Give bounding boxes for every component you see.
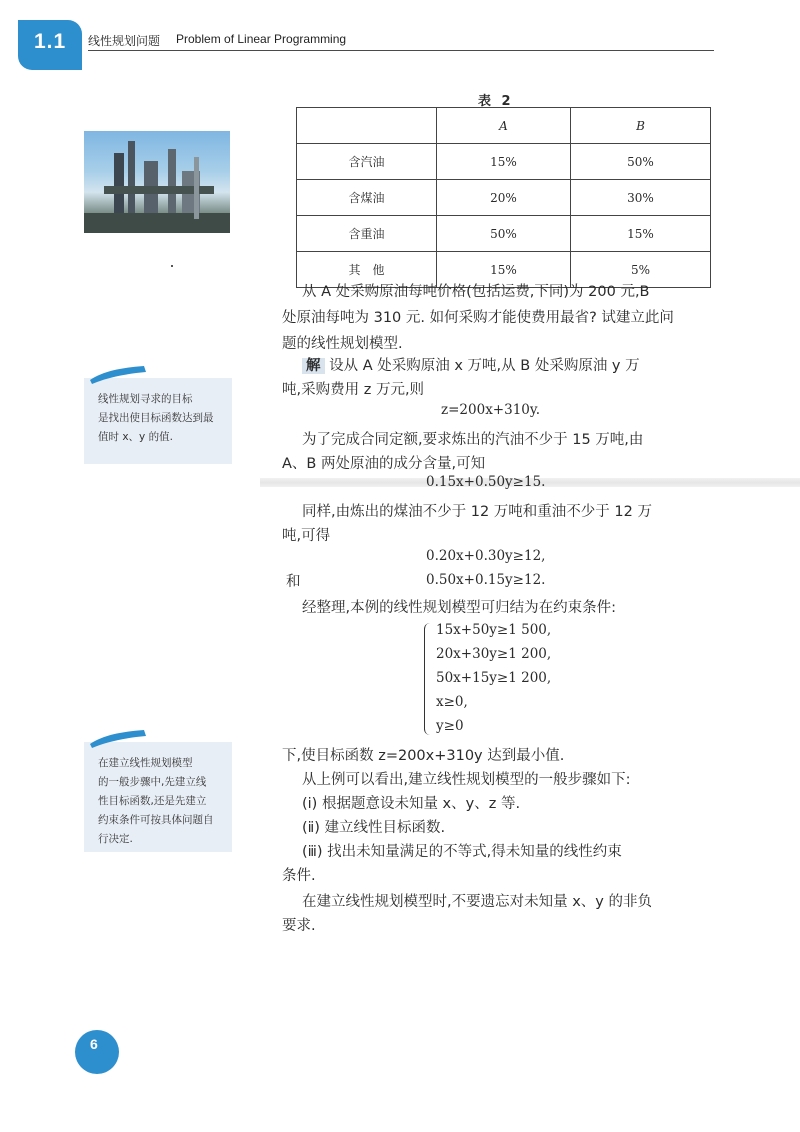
table-cell: 50% xyxy=(571,144,711,180)
paragraph-line: 下,使目标函数 z=200x+310y 达到最小值. xyxy=(282,748,565,764)
paragraph-line: 吨,可得 xyxy=(282,528,331,544)
table-cell: 20% xyxy=(437,180,571,216)
table-cell: 含重油 xyxy=(297,216,437,252)
table-cell: 15% xyxy=(437,252,571,288)
header-rule xyxy=(88,50,714,51)
table-cell: 其 他 xyxy=(297,252,437,288)
table-cell: 含煤油 xyxy=(297,180,437,216)
note1-line: 线性规划寻求的目标 xyxy=(98,393,193,405)
solution-text: 设从 A 处采购原油 x 万吨,从 B 处采购原油 y 万 xyxy=(329,358,640,374)
paragraph-line: 题的线性规划模型. xyxy=(282,336,403,352)
table-cell: 30% xyxy=(571,180,711,216)
paragraph-line: 要求. xyxy=(282,918,316,934)
note2-line: 约束条件可按具体问题自 xyxy=(98,814,214,826)
paragraph-line: 为了完成合同定额,要求炼出的汽油不少于 15 万吨,由 xyxy=(302,432,644,448)
paragraph-line: 同样,由炼出的煤油不少于 12 万吨和重油不少于 12 万 xyxy=(302,504,652,520)
section-number: 1.1 xyxy=(34,30,67,53)
equation-kerosene: 0.20x+0.30y≥12, xyxy=(426,548,546,564)
solution-line xyxy=(302,354,640,375)
constraint-brace xyxy=(424,623,433,735)
table-cell: 15% xyxy=(571,216,711,252)
note2-line: 性目标函数,还是先建立 xyxy=(98,795,207,807)
paragraph-line: 从上例可以看出,建立线性规划模型的一般步骤如下: xyxy=(302,772,631,788)
table-header-cell: A xyxy=(437,108,571,144)
page-number: 6 xyxy=(90,1036,98,1052)
table-header-row xyxy=(297,108,711,144)
section-title-cn: 线性规划问题 xyxy=(88,34,161,48)
composition-table xyxy=(296,107,711,288)
equation-heavy-oil: 0.50x+0.15y≥12. xyxy=(426,572,546,588)
paragraph-line: 吨,采购费用 z 万元,则 xyxy=(282,382,425,398)
paragraph-line: 处原油每吨为 310 元. 如何采购才能使费用最省? 试建立此问 xyxy=(282,310,674,326)
constraint-line: 50x+15y≥1 200, xyxy=(436,670,552,686)
step-item: (ⅲ) 找出未知量满足的不等式,得未知量的线性约束 xyxy=(302,844,622,860)
table-row xyxy=(297,144,711,180)
step-item: (ⅰ) 根据题意设未知量 x、y、z 等. xyxy=(302,796,521,812)
table-caption: 表 2 xyxy=(478,94,514,109)
note2-line: 的一般步骤中,先建立线 xyxy=(98,776,207,788)
table-cell: 15% xyxy=(437,144,571,180)
section-title-en: Problem of Linear Programming xyxy=(176,32,347,46)
margin-note-2 xyxy=(84,742,232,852)
paragraph-line: 从 A 处采购原油每吨价格(包括运费,下同)为 200 元,B xyxy=(302,284,650,300)
note2-line: 在建立线性规划模型 xyxy=(98,757,193,769)
solution-label: 解 xyxy=(302,358,325,374)
and-word: 和 xyxy=(286,574,301,590)
brush-stroke-icon xyxy=(88,364,148,386)
table-row xyxy=(297,216,711,252)
paragraph-line: 在建立线性规划模型时,不要遗忘对未知量 x、y 的非负 xyxy=(302,894,652,910)
equation-gasoline: 0.15x+0.50y≥15. xyxy=(426,474,546,490)
constraint-line: 15x+50y≥1 500, xyxy=(436,622,552,638)
refinery-photo xyxy=(84,131,230,233)
margin-note-1 xyxy=(84,378,232,464)
table-header-cell: B xyxy=(571,108,711,144)
decorative-dot xyxy=(171,265,173,267)
paragraph-line: 经整理,本例的线性规划模型可归结为在约束条件: xyxy=(302,600,616,616)
table-header-cell xyxy=(297,108,437,144)
table-cell: 50% xyxy=(437,216,571,252)
note1-line: 是找出使目标函数达到最 xyxy=(98,412,214,424)
constraint-line: x≥0, xyxy=(436,694,468,710)
table-row xyxy=(297,180,711,216)
constraint-line: y≥0 xyxy=(436,718,464,734)
paragraph-line: A、B 两处原油的成分含量,可知 xyxy=(282,456,486,472)
constraint-line: 20x+30y≥1 200, xyxy=(436,646,552,662)
table-cell: 5% xyxy=(571,252,711,288)
step-item: (ⅱ) 建立线性目标函数. xyxy=(302,820,446,836)
note2-line: 行决定. xyxy=(98,833,133,845)
brush-stroke-icon xyxy=(88,728,148,750)
refinery-photo-icon xyxy=(84,131,230,233)
step-item-cont: 条件. xyxy=(282,868,316,884)
table-cell: 含汽油 xyxy=(297,144,437,180)
note1-line: 值时 x、y 的值. xyxy=(98,431,173,443)
equation-objective: z=200x+310y. xyxy=(441,402,541,418)
